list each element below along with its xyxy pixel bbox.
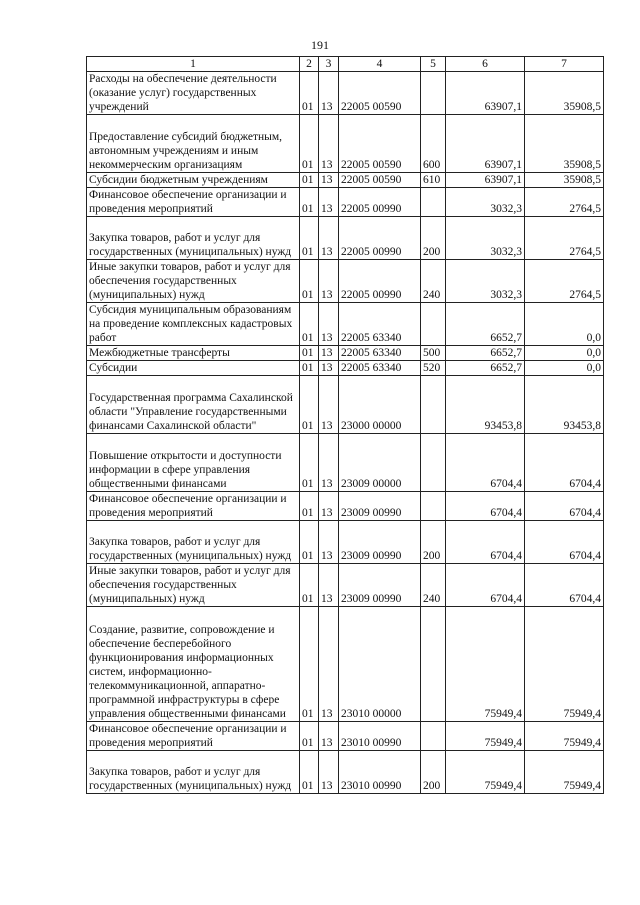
item-name: Закупка товаров, работ и услуг для государственных (муниципальных) нужд <box>87 521 300 564</box>
amount-col-6: 6652,7 <box>446 346 525 361</box>
header-cell-1: 1 <box>87 57 300 72</box>
page-number: 191 <box>311 38 329 52</box>
table-row <box>87 751 604 794</box>
header-cell-4: 4 <box>339 57 421 72</box>
amount-col-7: 75949,4 <box>525 722 604 751</box>
expense-type-code: 240 <box>421 260 446 303</box>
header-cell-3: 3 <box>319 57 339 72</box>
subsection-code: 13 <box>319 361 339 376</box>
item-name: Повышение открытости и доступности информации в сфере управления общественными финансами <box>87 434 300 492</box>
amount-col-7: 75949,4 <box>525 607 604 722</box>
target-article-code: 22005 00590 <box>339 173 421 188</box>
item-name: Финансовое обеспечение организации и проведения мероприятий <box>87 492 300 521</box>
item-name: Финансовое обеспечение организации и проведения мероприятий <box>87 188 300 217</box>
table-row <box>87 376 604 434</box>
amount-col-7: 35908,5 <box>525 115 604 173</box>
budget-table <box>86 56 604 794</box>
section-code: 01 <box>300 346 319 361</box>
amount-col-7: 0,0 <box>525 303 604 346</box>
amount-col-6: 6704,4 <box>446 492 525 521</box>
amount-col-6: 93453,8 <box>446 376 525 434</box>
table-row <box>87 115 604 173</box>
header-cell-6: 6 <box>446 57 525 72</box>
amount-col-7: 2764,5 <box>525 188 604 217</box>
expense-type-code <box>421 303 446 346</box>
header-cell-2: 2 <box>300 57 319 72</box>
amount-col-7: 6704,4 <box>525 492 604 521</box>
expense-type-code <box>421 376 446 434</box>
item-name: Иные закупки товаров, работ и услуг для обеспечения государственных (муниципальных) нужд <box>87 260 300 303</box>
amount-col-6: 75949,4 <box>446 722 525 751</box>
subsection-code: 13 <box>319 217 339 260</box>
table-row <box>87 173 604 188</box>
subsection-code: 13 <box>319 72 339 115</box>
expense-type-code: 200 <box>421 217 446 260</box>
amount-col-7: 0,0 <box>525 361 604 376</box>
target-article-code: 23000 00000 <box>339 376 421 434</box>
item-name: Создание, развитие, сопровождение и обеспечение бесперебойного функционирования информационных систем, информационно-телекоммуникационной, аппаратно-программной инфраструктуры в сфере управления общественными финансами <box>87 607 300 722</box>
subsection-code: 13 <box>319 188 339 217</box>
section-code: 01 <box>300 173 319 188</box>
section-code: 01 <box>300 751 319 794</box>
section-code: 01 <box>300 260 319 303</box>
amount-col-6: 63907,1 <box>446 173 525 188</box>
subsection-code: 13 <box>319 521 339 564</box>
target-article-code: 22005 00990 <box>339 188 421 217</box>
subsection-code: 13 <box>319 751 339 794</box>
subsection-code: 13 <box>319 492 339 521</box>
amount-col-6: 6652,7 <box>446 361 525 376</box>
amount-col-7: 6704,4 <box>525 564 604 607</box>
expense-type-code <box>421 72 446 115</box>
amount-col-7: 93453,8 <box>525 376 604 434</box>
amount-col-6: 3032,3 <box>446 188 525 217</box>
section-code: 01 <box>300 607 319 722</box>
target-article-code: 22005 63340 <box>339 346 421 361</box>
amount-col-6: 6704,4 <box>446 521 525 564</box>
expense-type-code: 240 <box>421 564 446 607</box>
item-name: Финансовое обеспечение организации и проведения мероприятий <box>87 722 300 751</box>
amount-col-7: 2764,5 <box>525 260 604 303</box>
subsection-code: 13 <box>319 434 339 492</box>
target-article-code: 22005 00590 <box>339 115 421 173</box>
table-row <box>87 303 604 346</box>
amount-col-7: 0,0 <box>525 346 604 361</box>
subsection-code: 13 <box>319 260 339 303</box>
table-row <box>87 346 604 361</box>
item-name: Субсидия муниципальным образованиям на проведение комплексных кадастровых работ <box>87 303 300 346</box>
expense-type-code: 600 <box>421 115 446 173</box>
target-article-code: 23009 00990 <box>339 521 421 564</box>
section-code: 01 <box>300 521 319 564</box>
header-row <box>87 57 604 72</box>
expense-type-code: 200 <box>421 521 446 564</box>
table-row <box>87 492 604 521</box>
amount-col-7: 35908,5 <box>525 173 604 188</box>
expense-type-code: 610 <box>421 173 446 188</box>
item-name: Субсидии бюджетным учреждениям <box>87 173 300 188</box>
section-code: 01 <box>300 434 319 492</box>
amount-col-6: 75949,4 <box>446 607 525 722</box>
subsection-code: 13 <box>319 115 339 173</box>
amount-col-6: 6704,4 <box>446 434 525 492</box>
section-code: 01 <box>300 217 319 260</box>
item-name: Иные закупки товаров, работ и услуг для обеспечения государственных (муниципальных) нужд <box>87 564 300 607</box>
section-code: 01 <box>300 72 319 115</box>
expense-type-code <box>421 722 446 751</box>
table-row <box>87 72 604 115</box>
item-name: Государственная программа Сахалинской области "Управление государственными финансами Сахалинской области" <box>87 376 300 434</box>
target-article-code: 23010 00990 <box>339 722 421 751</box>
expense-type-code: 520 <box>421 361 446 376</box>
section-code: 01 <box>300 564 319 607</box>
table-row <box>87 521 604 564</box>
amount-col-6: 6652,7 <box>446 303 525 346</box>
section-code: 01 <box>300 188 319 217</box>
subsection-code: 13 <box>319 607 339 722</box>
target-article-code: 23010 00990 <box>339 751 421 794</box>
expense-type-code <box>421 188 446 217</box>
amount-col-7: 75949,4 <box>525 751 604 794</box>
amount-col-6: 6704,4 <box>446 564 525 607</box>
target-article-code: 23009 00990 <box>339 492 421 521</box>
expense-type-code: 200 <box>421 751 446 794</box>
header-cell-5: 5 <box>421 57 446 72</box>
table-row <box>87 564 604 607</box>
header-cell-7: 7 <box>525 57 604 72</box>
amount-col-6: 75949,4 <box>446 751 525 794</box>
item-name: Субсидии <box>87 361 300 376</box>
subsection-code: 13 <box>319 376 339 434</box>
subsection-code: 13 <box>319 173 339 188</box>
subsection-code: 13 <box>319 346 339 361</box>
target-article-code: 22005 00990 <box>339 260 421 303</box>
item-name: Расходы на обеспечение деятельности (оказание услуг) государственных учреждений <box>87 72 300 115</box>
table-row <box>87 434 604 492</box>
expense-type-code <box>421 434 446 492</box>
section-code: 01 <box>300 115 319 173</box>
section-code: 01 <box>300 492 319 521</box>
target-article-code: 23009 00990 <box>339 564 421 607</box>
table-row <box>87 722 604 751</box>
target-article-code: 22005 00590 <box>339 72 421 115</box>
expense-type-code <box>421 492 446 521</box>
amount-col-7: 35908,5 <box>525 72 604 115</box>
section-code: 01 <box>300 361 319 376</box>
table-row <box>87 361 604 376</box>
subsection-code: 13 <box>319 303 339 346</box>
target-article-code: 22005 63340 <box>339 303 421 346</box>
amount-col-6: 63907,1 <box>446 72 525 115</box>
item-name: Предоставление субсидий бюджетным, автономным учреждениям и иным некоммерческим организациям <box>87 115 300 173</box>
section-code: 01 <box>300 303 319 346</box>
expense-type-code <box>421 607 446 722</box>
target-article-code: 23009 00000 <box>339 434 421 492</box>
target-article-code: 23010 00000 <box>339 607 421 722</box>
table-row <box>87 607 604 722</box>
target-article-code: 22005 63340 <box>339 361 421 376</box>
section-code: 01 <box>300 722 319 751</box>
item-name: Межбюджетные трансферты <box>87 346 300 361</box>
table-row <box>87 260 604 303</box>
subsection-code: 13 <box>319 564 339 607</box>
amount-col-6: 3032,3 <box>446 260 525 303</box>
table-row <box>87 217 604 260</box>
item-name: Закупка товаров, работ и услуг для государственных (муниципальных) нужд <box>87 751 300 794</box>
amount-col-7: 6704,4 <box>525 434 604 492</box>
table-body <box>87 72 604 794</box>
amount-col-6: 3032,3 <box>446 217 525 260</box>
target-article-code: 22005 00990 <box>339 217 421 260</box>
amount-col-7: 6704,4 <box>525 521 604 564</box>
amount-col-6: 63907,1 <box>446 115 525 173</box>
amount-col-7: 2764,5 <box>525 217 604 260</box>
item-name: Закупка товаров, работ и услуг для государственных (муниципальных) нужд <box>87 217 300 260</box>
expense-type-code: 500 <box>421 346 446 361</box>
section-code: 01 <box>300 376 319 434</box>
subsection-code: 13 <box>319 722 339 751</box>
table-row <box>87 188 604 217</box>
